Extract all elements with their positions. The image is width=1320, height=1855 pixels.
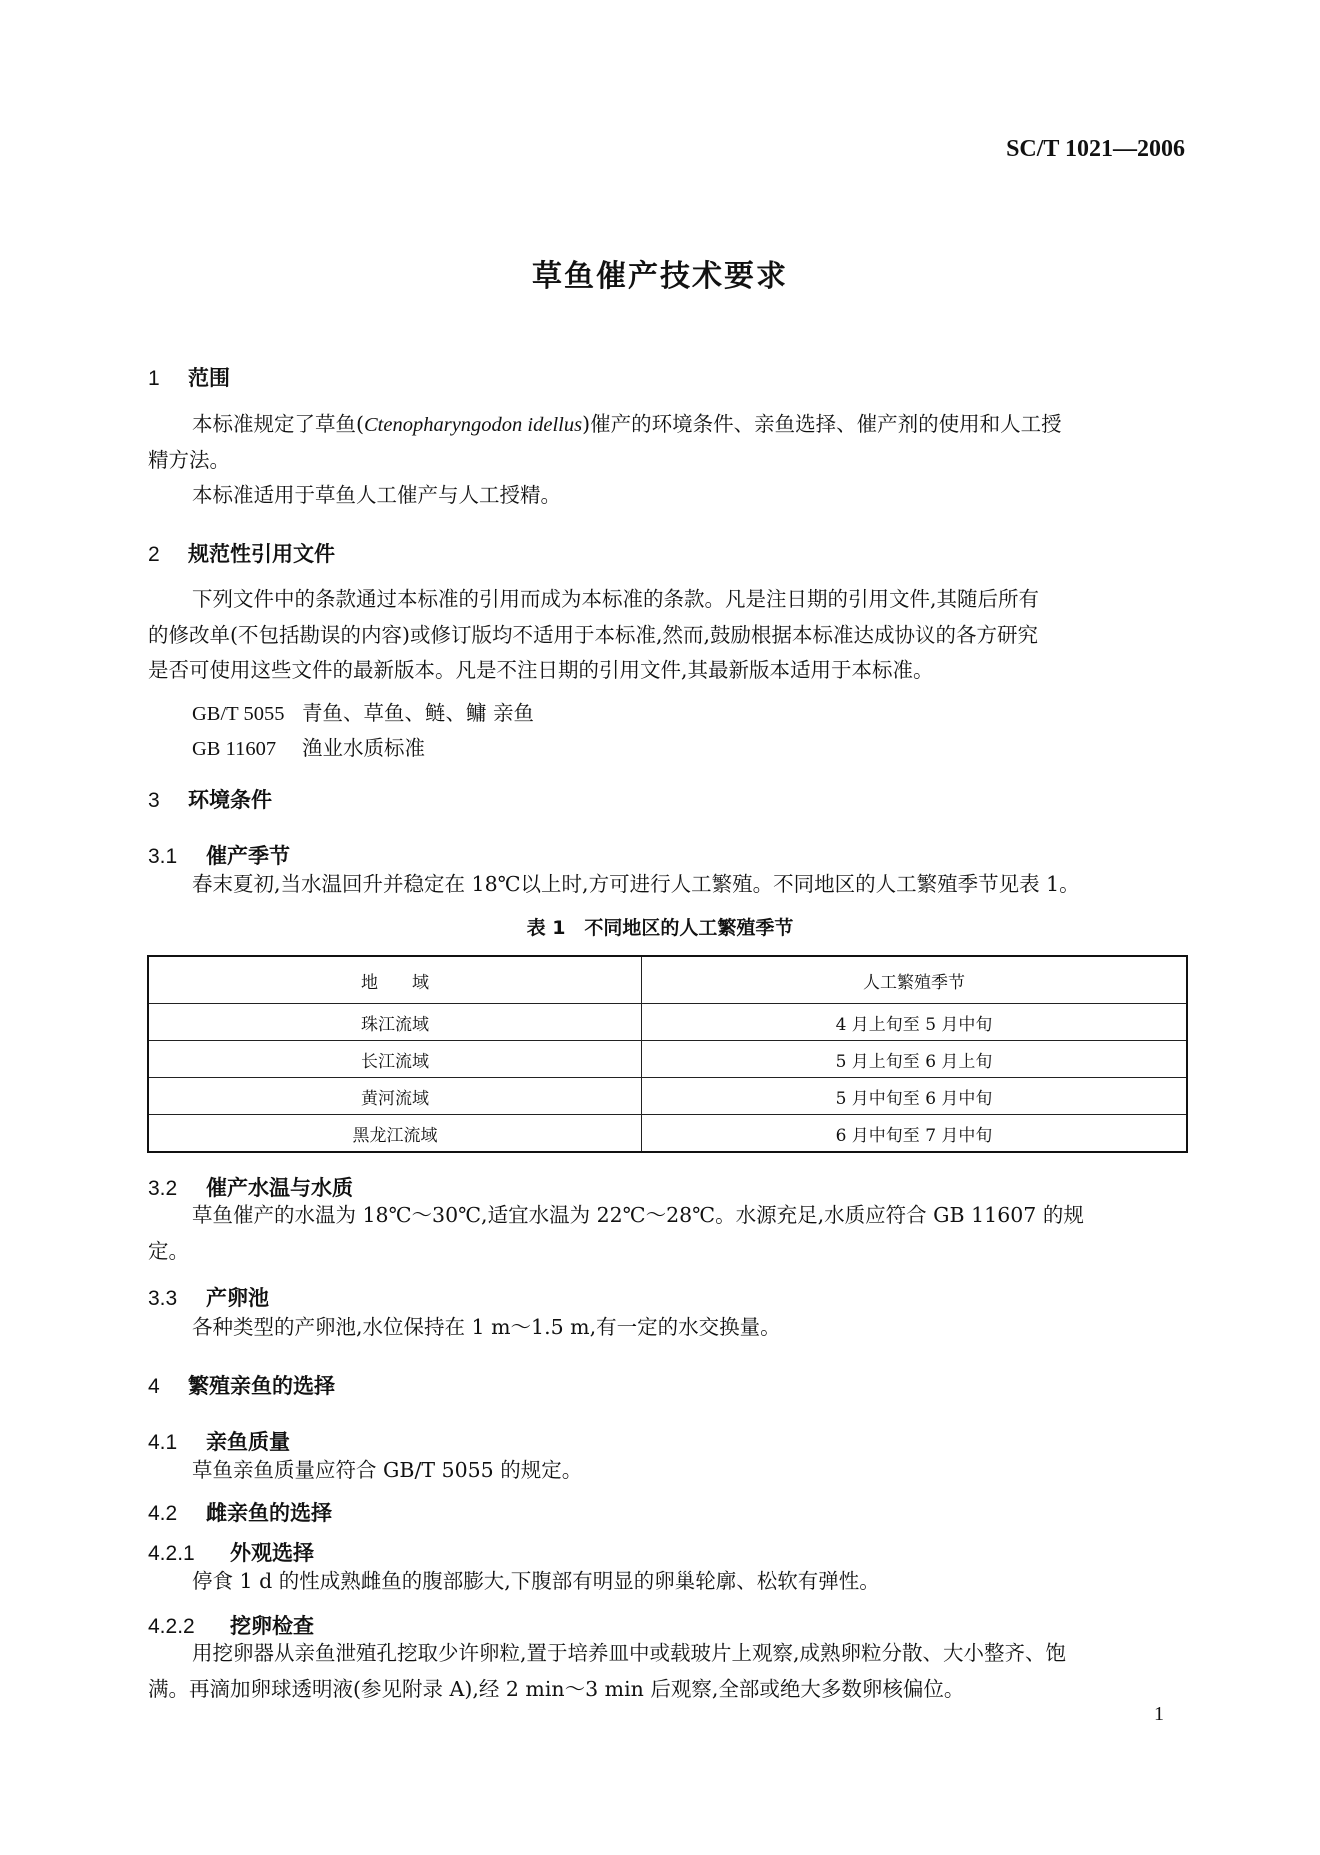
table-cell-region: 珠江流域 bbox=[148, 1004, 642, 1041]
section-title: 雌亲鱼的选择 bbox=[206, 1501, 332, 1525]
reference-code: GB/T 5055 bbox=[192, 703, 285, 725]
table-row bbox=[148, 1004, 1187, 1041]
section-2-heading bbox=[148, 538, 335, 568]
section-number: 4.2 bbox=[148, 1502, 178, 1525]
table-cell-region: 黄河流域 bbox=[148, 1078, 642, 1115]
section-title: 规范性引用文件 bbox=[188, 542, 335, 566]
section-number: 1 bbox=[148, 367, 160, 390]
section-title: 挖卵检查 bbox=[230, 1614, 314, 1638]
section-title: 范围 bbox=[188, 366, 230, 390]
table-row bbox=[148, 1115, 1187, 1153]
section-title: 亲鱼质量 bbox=[206, 1430, 290, 1454]
table-row bbox=[148, 1078, 1187, 1115]
section-4-1-heading bbox=[148, 1426, 290, 1456]
section-1-paragraph-1 bbox=[148, 407, 1188, 443]
section-number: 3.2 bbox=[148, 1177, 178, 1200]
standard-code: SC/T 1021—2006 bbox=[1006, 136, 1185, 162]
column-header-region: 地 域 bbox=[148, 956, 642, 1004]
text-run: 本标准规定了草鱼( bbox=[192, 412, 364, 436]
text-run: )催产的环境条件、亲鱼选择、催产剂的使用和人工授 bbox=[582, 412, 1062, 436]
reference-title: 渔业水质标准 bbox=[302, 736, 425, 760]
section-4-2-heading bbox=[148, 1497, 332, 1527]
normative-reference bbox=[192, 696, 534, 726]
section-4-2-1-paragraph: 停食 1 d 的性成熟雌鱼的腹部膨大,下腹部有明显的卵巢轮廓、松软有弹性。 bbox=[192, 1569, 880, 1593]
section-3-heading bbox=[148, 784, 272, 814]
normative-reference bbox=[192, 731, 425, 761]
section-4-2-2-paragraph-line-1: 用挖卵器从亲鱼泄殖孔挖取少许卵粒,置于培养皿中或载玻片上观察,成熟卵粒分散、大小整齐、饱 bbox=[192, 1641, 1067, 1665]
reference-title: 青鱼、草鱼、鲢、鳙 亲鱼 bbox=[302, 701, 535, 725]
section-3-3-heading bbox=[148, 1282, 269, 1312]
section-3-2-paragraph-line-2: 定。 bbox=[148, 1239, 189, 1263]
document-title: 草鱼催产技术要求 bbox=[532, 259, 788, 294]
table-cell-season: 4 月上旬至 5 月中旬 bbox=[642, 1004, 1188, 1041]
section-1-paragraph-2: 本标准适用于草鱼人工催产与人工授精。 bbox=[192, 483, 561, 507]
table-row bbox=[148, 1041, 1187, 1078]
table-header-row bbox=[148, 956, 1187, 1004]
breeding-season-table bbox=[147, 955, 1188, 1153]
section-4-2-1-heading bbox=[148, 1537, 314, 1567]
section-title: 繁殖亲鱼的选择 bbox=[188, 1374, 335, 1398]
section-2-paragraph-line-2: 的修改单(不包括勘误的内容)或修订版均不适用于本标准,然而,鼓励根据本标准达成协议的各方研究 bbox=[148, 623, 1039, 647]
section-title: 环境条件 bbox=[188, 788, 272, 812]
section-4-1-paragraph: 草鱼亲鱼质量应符合 GB/T 5055 的规定。 bbox=[192, 1458, 583, 1482]
table-cell-season: 5 月上旬至 6 月上旬 bbox=[642, 1041, 1188, 1078]
page-number: 1 bbox=[1154, 1703, 1164, 1725]
table-cell-region: 黑龙江流域 bbox=[148, 1115, 642, 1153]
section-title: 产卵池 bbox=[206, 1286, 269, 1310]
section-3-1-heading bbox=[148, 840, 290, 870]
section-number: 4.2.1 bbox=[148, 1542, 195, 1565]
section-number: 3 bbox=[148, 789, 160, 812]
section-1-heading bbox=[148, 362, 230, 392]
section-2-paragraph-line-3: 是否可使用这些文件的最新版本。凡是不注日期的引用文件,其最新版本适用于本标准。 bbox=[148, 658, 934, 682]
table-cell-season: 6 月中旬至 7 月中旬 bbox=[642, 1115, 1188, 1153]
table-cell-season: 5 月中旬至 6 月中旬 bbox=[642, 1078, 1188, 1115]
column-header-season: 人工繁殖季节 bbox=[642, 956, 1188, 1004]
section-number: 4.2.2 bbox=[148, 1615, 195, 1638]
section-title: 外观选择 bbox=[230, 1541, 314, 1565]
section-number: 4.1 bbox=[148, 1431, 178, 1454]
reference-code: GB 11607 bbox=[192, 738, 277, 760]
section-3-3-paragraph: 各种类型的产卵池,水位保持在 1 m～1.5 m,有一定的水交换量。 bbox=[192, 1315, 781, 1339]
section-title: 催产季节 bbox=[206, 844, 290, 868]
section-4-heading bbox=[148, 1370, 335, 1400]
species-name: Ctenopharyngodon idellus bbox=[364, 414, 583, 436]
table-cell-region: 长江流域 bbox=[148, 1041, 642, 1078]
table-caption: 表 1 不同地区的人工繁殖季节 bbox=[526, 917, 794, 939]
section-3-1-paragraph: 春末夏初,当水温回升并稳定在 18℃以上时,方可进行人工繁殖。不同地区的人工繁殖季节见表 1。 bbox=[192, 872, 1080, 896]
section-2-paragraph-line-1: 下列文件中的条款通过本标准的引用而成为本标准的条款。凡是注日期的引用文件,其随后所有 bbox=[192, 587, 1040, 611]
section-title: 催产水温与水质 bbox=[206, 1176, 353, 1200]
section-4-2-2-paragraph-line-2: 满。再滴加卵球透明液(参见附录 A),经 2 min～3 min 后观察,全部或绝大多数卵核偏位。 bbox=[148, 1677, 965, 1701]
section-1-paragraph-1-cont: 精方法。 bbox=[148, 448, 230, 472]
section-3-2-paragraph-line-1: 草鱼催产的水温为 18℃～30℃,适宜水温为 22℃～28℃。水源充足,水质应符合 GB 11607 的规 bbox=[192, 1203, 1084, 1227]
section-number: 3.3 bbox=[148, 1287, 178, 1310]
section-number: 4 bbox=[148, 1375, 160, 1398]
section-number: 3.1 bbox=[148, 845, 178, 868]
section-number: 2 bbox=[148, 543, 160, 566]
